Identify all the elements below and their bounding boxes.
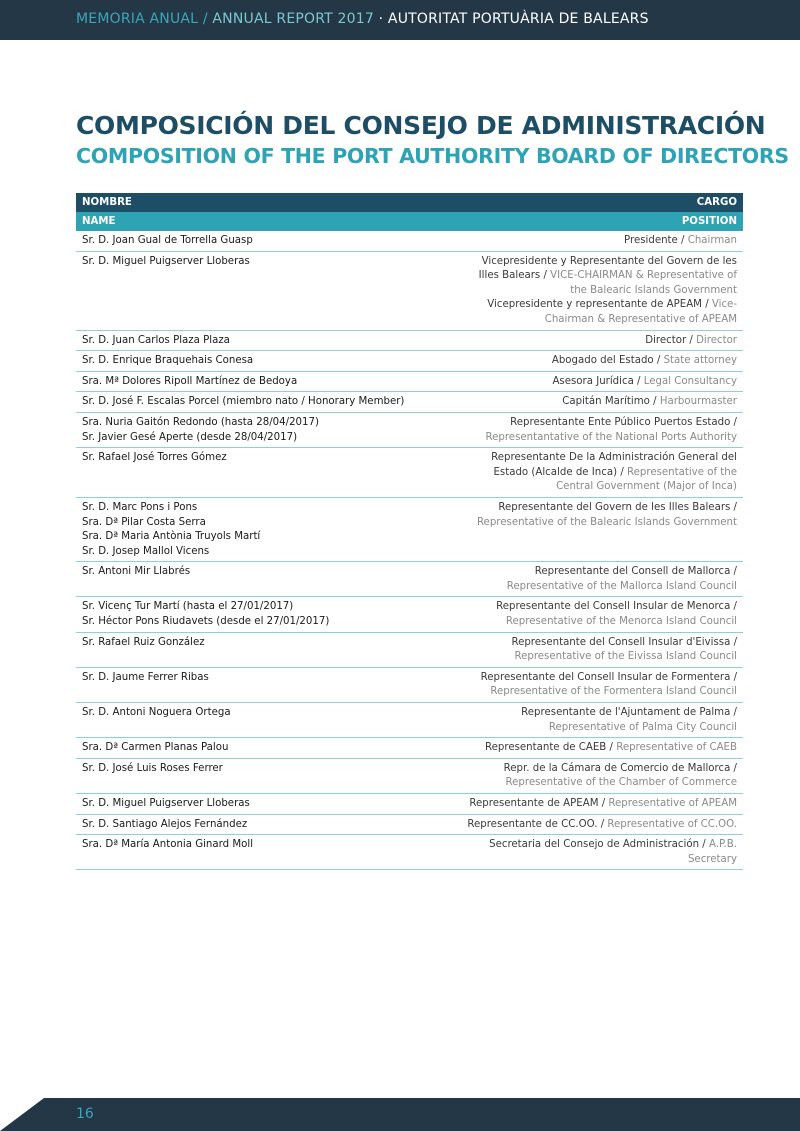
member-name: Sr. Rafael José Torres Gómez <box>82 452 227 464</box>
member-name-cell <box>76 703 456 738</box>
position-es: Representante de APEAM / <box>469 798 609 809</box>
member-name: Sr. D. Juan Carlos Plaza Plaza <box>82 334 230 346</box>
position-es: Representante de CC.OO. / <box>467 818 608 830</box>
table-row <box>76 392 743 413</box>
member-name-cell <box>76 597 456 632</box>
member-name-cell <box>76 667 456 702</box>
member-name-cell <box>76 371 456 392</box>
member-position-cell <box>456 392 743 413</box>
member-position-cell <box>456 835 743 870</box>
member-name-cell <box>76 448 456 498</box>
position-en: Vice-Chairman & Representative of APEAM <box>544 299 737 325</box>
member-name: Sra. Dª María Antonia Ginard Moll <box>82 839 254 851</box>
member-position-cell <box>456 448 743 498</box>
position-es: Repr. de la Cámara de Comercio de Mallorca / <box>503 762 737 774</box>
member-position-cell <box>456 330 743 351</box>
member-name: Sr. Vicenç Tur Martí (hasta el 27/01/2017) <box>82 601 294 613</box>
table-row <box>76 758 743 793</box>
position-es: Representante del Consell Insular de Formentera / <box>480 671 737 683</box>
member-position-cell <box>456 231 743 251</box>
position-es: Representante Ente Público Puertos Estado / <box>510 416 737 428</box>
member-name: Sr. D. Antoni Noguera Ortega <box>82 707 231 719</box>
column-header-name-es: NOMBRE <box>76 193 456 212</box>
position-en: Director <box>696 334 737 346</box>
position-en: State attorney <box>663 355 737 367</box>
member-position-cell <box>456 632 743 667</box>
member-position-cell <box>456 351 743 372</box>
table-row <box>76 231 743 251</box>
member-name: Sr. D. Santiago Alejos Fernández <box>82 818 248 830</box>
member-name-cell <box>76 330 456 351</box>
member-position-cell <box>456 412 743 447</box>
member-position-cell <box>456 251 743 330</box>
header-annual-report-es: MEMORIA ANUAL / <box>76 11 213 27</box>
member-name: Sr. D. José Luis Roses Ferrer <box>82 762 223 774</box>
position-en: Legal Consultancy <box>643 375 737 387</box>
position-es: Vicepresidente y representante de APEAM / <box>487 299 712 311</box>
member-name-cell <box>76 351 456 372</box>
member-name-cell <box>76 251 456 330</box>
position-en: A.P.B. Secretary <box>687 839 737 865</box>
table-header-row-es <box>76 193 743 212</box>
member-position-cell <box>456 562 743 597</box>
member-name: Sr. Javier Gesé Aperte (desde 28/04/2017) <box>82 431 298 443</box>
position-en: Representative of CAEB <box>616 742 737 754</box>
position-en: Representative of the Chamber of Commerce <box>505 777 737 789</box>
member-name: Sra. Dª Maria Antònia Truyols Martí <box>82 531 261 543</box>
column-header-position-es: CARGO <box>456 193 743 212</box>
member-name-cell <box>76 632 456 667</box>
table-row <box>76 835 743 870</box>
member-name-cell <box>76 758 456 793</box>
member-name: Sra. Dª Carmen Planas Palou <box>82 742 229 754</box>
member-name-cell <box>76 738 456 759</box>
member-name: Sra. Mª Dolores Ripoll Martínez de Bedoya <box>82 375 298 387</box>
member-position-cell <box>456 703 743 738</box>
table-row <box>76 371 743 392</box>
page-number: 16 <box>76 1106 94 1122</box>
table-header-row-en <box>76 212 743 231</box>
table-row <box>76 632 743 667</box>
table-row <box>76 412 743 447</box>
member-name: Sr. D. Jaume Ferrer Ribas <box>82 671 209 683</box>
table-row <box>76 497 743 561</box>
position-en: Representative of the Menorca Island Council <box>505 616 737 628</box>
position-en: Representative of the Balearic Islands Government <box>476 516 737 528</box>
position-en: VICE-CHAIRMAN & Representative of the Balearic Islands Government <box>550 270 737 296</box>
table-row <box>76 251 743 330</box>
member-position-cell <box>456 814 743 835</box>
table-row <box>76 794 743 815</box>
member-position-cell <box>456 371 743 392</box>
member-name: Sr. D. José F. Escalas Porcel (miembro nato / Honorary Member) <box>82 396 405 408</box>
position-es: Director / <box>645 334 697 346</box>
member-position-cell <box>456 597 743 632</box>
column-header-position-en: POSITION <box>456 212 743 231</box>
position-en: Chairman <box>687 235 737 246</box>
board-table <box>76 193 743 870</box>
table-row <box>76 351 743 372</box>
position-es: Vicepresidente y Representante del Govern de les Illes Balears / <box>478 255 737 282</box>
member-name: Sr. D. Joan Gual de Torrella Guasp <box>82 235 253 246</box>
header-organization: · AUTORITAT PORTUÀRIA DE BALEARS <box>373 11 649 27</box>
member-position-cell <box>456 758 743 793</box>
member-position-cell <box>456 738 743 759</box>
table-row <box>76 703 743 738</box>
position-es: Representante De la Administración General del Estado (Alcalde de Inca) / <box>491 452 737 478</box>
footer-bar <box>0 1098 800 1131</box>
table-row <box>76 597 743 632</box>
position-es: Representante de CAEB / <box>485 742 617 754</box>
page-title: COMPOSICIÓN DEL CONSEJO DE ADMINISTRACIÓN <box>76 111 766 140</box>
member-name-cell <box>76 392 456 413</box>
member-name: Sra. Nuria Gaitón Redondo (hasta 28/04/2017) <box>82 416 319 428</box>
table-row <box>76 738 743 759</box>
table-row <box>76 667 743 702</box>
member-position-cell <box>456 497 743 561</box>
position-en: Representative of APEAM <box>608 798 737 809</box>
header-annual-report-en: ANNUAL REPORT 2017 <box>212 11 374 27</box>
position-es: Abogado del Estado / <box>551 355 664 367</box>
member-name: Sr. D. Josep Mallol Vicens <box>82 545 210 557</box>
board-rows <box>76 231 743 870</box>
member-name-cell <box>76 412 456 447</box>
position-es: Representante del Consell de Mallorca / <box>534 566 737 578</box>
member-name: Sr. Héctor Pons Riudavets (desde el 27/01/2017) <box>82 616 330 628</box>
table-row <box>76 562 743 597</box>
member-name: Sra. Dª Pilar Costa Serra <box>82 516 206 528</box>
position-en: Representative of the Mallorca Island Council <box>506 580 737 592</box>
table-row <box>76 330 743 351</box>
position-en: Representative of CC.OO. <box>607 818 737 830</box>
member-name: Sr. D. Marc Pons i Pons <box>82 501 198 513</box>
member-name: Sr. D. Miguel Puigserver Lloberas <box>82 798 250 809</box>
column-header-name-en: NAME <box>76 212 456 231</box>
member-name: Sr. Antoni Mir Llabrés <box>82 566 191 578</box>
member-name-cell <box>76 835 456 870</box>
page-subtitle: COMPOSITION OF THE PORT AUTHORITY BOARD OF DIRECTORS <box>76 144 789 168</box>
table-row <box>76 814 743 835</box>
member-name-cell <box>76 814 456 835</box>
header-bar <box>0 0 800 40</box>
member-name: Sr. D. Enrique Braquehais Conesa <box>82 355 254 367</box>
member-name: Sr. D. Miguel Puigserver Lloberas <box>82 255 250 267</box>
member-name-cell <box>76 497 456 561</box>
position-es: Presidente / <box>624 235 688 246</box>
member-name-cell <box>76 231 456 251</box>
position-en: Representative of Palma City Council <box>548 721 737 733</box>
position-en: Representantative of the National Ports Authority <box>485 431 737 443</box>
footer-notch <box>0 1098 44 1131</box>
position-en: Representative of the Central Government (Major of Inca) <box>556 466 737 493</box>
member-position-cell <box>456 794 743 815</box>
member-name-cell <box>76 562 456 597</box>
position-es: Representante de l'Ajuntament de Palma / <box>521 707 737 719</box>
position-es: Representante del Consell Insular de Menorca / <box>496 601 737 613</box>
member-name-cell <box>76 794 456 815</box>
position-en: Representative of the Formentera Island Council <box>490 686 737 698</box>
position-es: Asesora Jurídica / <box>552 375 644 387</box>
position-es: Secretaria del Consejo de Administración / <box>489 839 709 851</box>
member-position-cell <box>456 667 743 702</box>
position-es: Representante del Govern de les Illes Balears / <box>498 501 737 513</box>
position-es: Capitán Marítimo / <box>562 396 660 408</box>
table-row <box>76 448 743 498</box>
member-name: Sr. Rafael Ruiz González <box>82 636 205 648</box>
position-en: Representative of the Eivissa Island Council <box>514 651 737 663</box>
position-en: Harbourmaster <box>659 396 737 408</box>
position-es: Representante del Consell Insular d'Eivissa / <box>511 636 737 648</box>
